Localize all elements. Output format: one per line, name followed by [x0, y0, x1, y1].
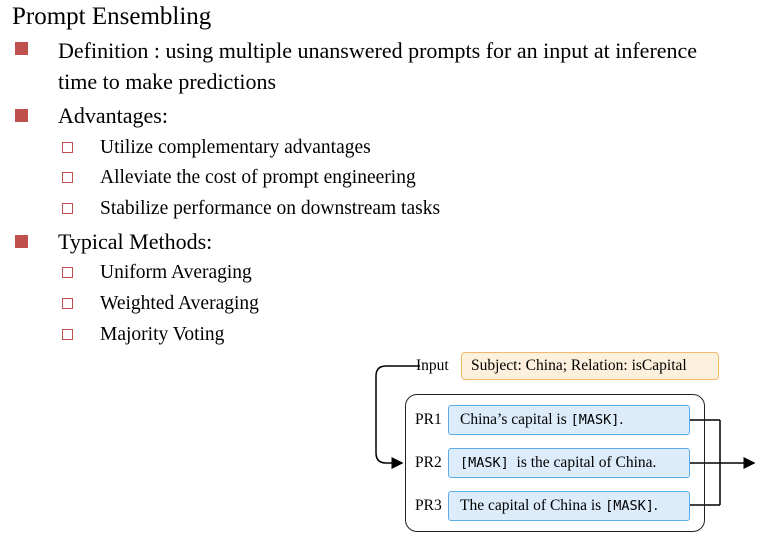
- prompt-text: The capital of China is: [460, 497, 606, 514]
- prompt-label-pr3: PR3: [415, 497, 442, 514]
- sub-bullet-square-icon: [62, 298, 73, 309]
- prompt-label-pr1: PR1: [415, 411, 442, 428]
- input-box: Subject: China; Relation: isCapital: [461, 352, 719, 380]
- bullet-square-icon: [15, 42, 28, 55]
- sub-bullet-square-icon: [62, 142, 73, 153]
- prompt-text: China’s capital is: [460, 411, 571, 428]
- prompt-box-pr3: [448, 491, 690, 521]
- mask-token: [MASK]: [460, 455, 509, 471]
- prompt-text: is the capital of China.: [508, 454, 657, 471]
- sub-bullet-square-icon: [62, 203, 73, 214]
- prompt-text: .: [619, 411, 624, 428]
- sub-bullet-square-icon: [62, 329, 73, 340]
- prompt-text: .: [653, 497, 658, 514]
- bullet-square-icon: [15, 235, 28, 248]
- bullet-square-icon: [15, 109, 28, 122]
- bullet-typical-methods: Typical Methods:: [58, 229, 213, 254]
- bullet-definition: Definition : using multiple unanswered prompts for an input at inference: [58, 38, 698, 63]
- prompt-box-pr2: [448, 448, 690, 478]
- bullet-advantages: Advantages:: [58, 103, 168, 128]
- prompt-box-pr1: [448, 405, 690, 435]
- bullet-definition-cont: time to make predictions: [58, 69, 277, 94]
- prompt-label-pr2: PR2: [415, 454, 442, 471]
- method-item: Weighted Averaging: [100, 293, 259, 314]
- input-label: Input: [416, 357, 449, 374]
- mask-token: [MASK]: [605, 498, 654, 514]
- sub-bullet-square-icon: [62, 172, 73, 183]
- advantage-item: Alleviate the cost of prompt engineering: [100, 167, 416, 188]
- slide-title: Prompt Ensembling: [12, 3, 212, 30]
- sub-bullet-square-icon: [62, 267, 73, 278]
- advantage-item: Stabilize performance on downstream tasks: [100, 198, 441, 219]
- method-item: Uniform Averaging: [100, 262, 252, 283]
- mask-token: [MASK]: [570, 412, 620, 428]
- advantage-item: Utilize complementary advantages: [100, 137, 371, 158]
- method-item: Majority Voting: [100, 324, 225, 345]
- prompt-ensemble-diagram: [368, 348, 768, 538]
